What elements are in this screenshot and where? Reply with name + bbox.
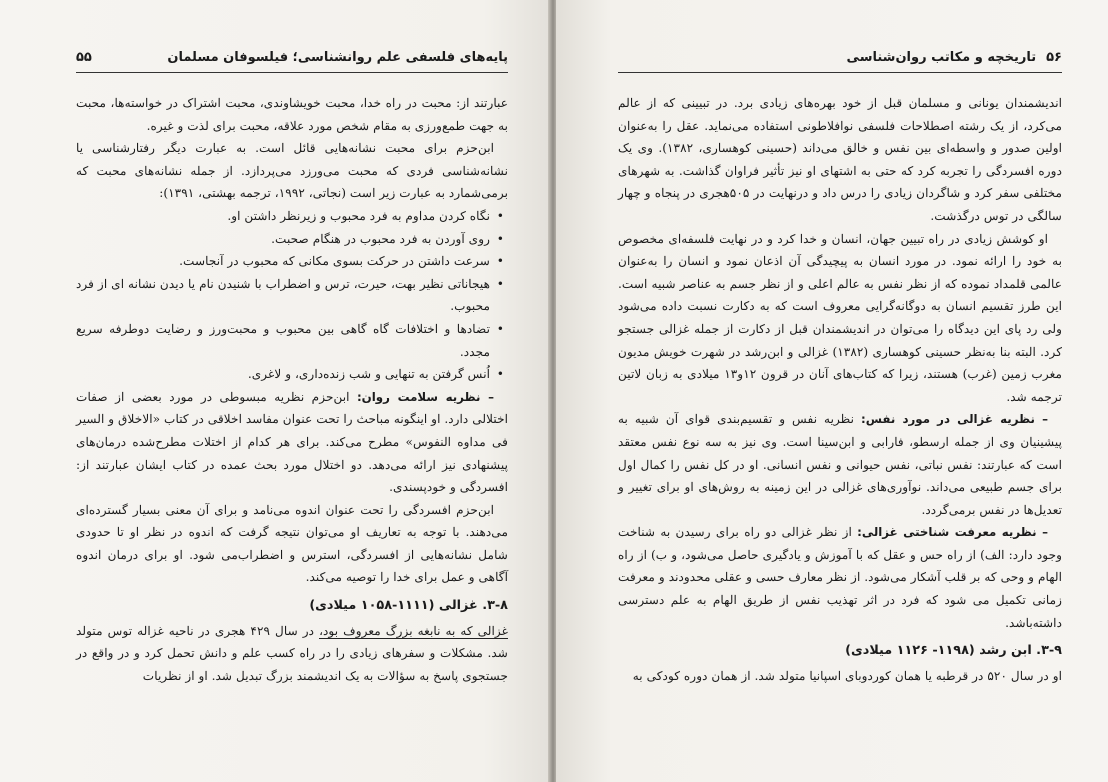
page-header [618,46,1062,73]
header-title: تاریخچه و مکاتب روان‌شناسی [846,49,1037,65]
section-heading: ۳-۹. ابن رشد (۱۱۹۸- ۱۱۲۶ میلادی) [845,643,1062,659]
list-item: • سرعت داشتن در حرکت بسوی مکانی که محبوب در آنجاست. [76,250,490,273]
body-text [76,92,508,687]
section-label: – نظریه سلامت روان: [356,389,494,404]
paragraph: ابن‌حزم برای محبت نشانه‌هایی قائل است. به عبارت دیگر رفتارشناسی یا نشانه‌شناسی فردی که محبت می‌ورزد می‌پردازد. از جمله نشانه‌های محبت که برمی‌شمارد به عبارت زیر است (نجاتی، ۱۹۹۲، ترجمه بهشتی، ۱۳۹۱): [76,141,508,201]
page-header [76,46,508,73]
page-number: ۵۵ [76,49,92,65]
left-page [0,0,550,782]
paragraph: عبارتند از: محبت در راه خدا، محبت خویشاوندی، محبت اشتراک در خواسته‌ها، محبت به جهت طمع‌ورزی به مقام شخص مورد علاقه، محبت برای لذت و غیره. [76,96,508,133]
paragraph: ابن‌حزم افسردگی را تحت عنوان اندوه می‌نامد و برای آن معنی بسیار گسترده‌ای می‌دهند. با توجه به تعاریف او می‌توان نتیجه گرفت که اندوه در نظر او تا حدودی شامل نشانه‌هایی از افسردگی، استرس و اضطراب‌می شود. او برای درمان اندوه آگاهی و عمل برای خدا را توصیه می‌کند. [76,502,508,585]
paragraph-text: از نظر غزالی دو راه برای رسیدن به شناخت وجود دارد: الف) از راه حس و عقل که با آموزش و یادگیری حاصل می‌شود، و ب) از راه الهام و وحی که بر قلب آشکار می‌شود. از نظر معارف حسی و عقلی محدودند و معرفت زمانی تکمیل می شود که فرد در اثر تهذیب نفس از طریق الهام به علم دسترسی داشته‌باشد. [618,525,1062,630]
list-item: • نگاه کردن مداوم به فرد محبوب و زیرنظر داشتن او. [76,205,490,228]
body-text [618,92,1062,687]
section-label: – نظریه غزالی در مورد نفس: [861,412,1048,427]
header-title: پایه‌های فلسفی علم روانشناسی؛ فیلسوفان مسلمان [167,49,508,65]
bullet-list [76,205,508,386]
paragraph [76,386,508,499]
paragraph: او کوشش زیادی در راه تبیین جهان، انسان و خدا کرد و در نهایت فلسفه‌ای مخصوص به خود را ارائه نمود. در مورد انسان به پیچیدگی آن اذعان نمود و انسان را به‌عنوان عالمی قلمداد نموده که از نظر نفس به عالم اعلی و از نظر جسم به عناصر شبیه است. این طرز تقسیم انسان به دوگانه‌گرایی معروف است که به دکارت نسبت داده می‌شود ولی رد پای این دیدگاه را می‌توان در اندیشمندان قبل از دکارت از جمله غزالی جستجو کرد. البته بنا به‌نظر حسینی کوهساری (۱۳۸۲) غزالی و ابن‌رشد در شهرت خویش مدیون مغرب زمین (غرب) هستند، زیرا که کتاب‌های آنان در قرون ۱۲و۱۳ میلادی به زبان لاتین ترجمه شد. [618,231,1062,404]
right-page [556,0,1108,782]
paragraph-text: در سال ۴۲۹ هجری در ناحیه غزاله توس متولد شد. مشکلات و سفرهای زیادی را در راه کسب علم و دانش تحمل کرد و در واقع در جستجوی پاسخ به سؤالات به یک اندیشمند بزرگ تبدیل شد. او از نظریات [76,623,508,683]
list-item: • تضادها و اختلافات گاه گاهی بین محبوب و محبت‌ورز و رضایت دوطرفه سریع مجدد. [76,318,490,363]
list-item: • اُنس گرفتن به تنهایی و شب زنده‌داری، و لاغری. [76,363,490,386]
list-item: • هیجاناتی نظیر بهت، حیرت، ترس و اضطراب با شنیدن نام یا دیدن نشانه ای از فرد محبوب. [76,273,490,318]
underlined-text: غزالی که به نابغه بزرگ معروف بود، [319,623,508,638]
paragraph: اندیشمندان یونانی و مسلمان قبل از خود بهره‌های زیادی برد. در تبیینی که از عالم می‌کرد، از یک رشته اصطلاحات فلسفی نوافلاطونی استفاده می‌نماید. عقل را به‌عنوان اولین صدور و واسطه‌ای بین نفس و خالق می‌داند (حسینی کوهساری، ۱۳۸۲). وی یک دوره افسردگی را تجربه کرد که حتی به اشتهای او نیز تأثیر فراوان گذاشت. به شهرهای مختلفی سفر کرد و شاگردان زیادی را درس داد و درنهایت در ۵۰۵هجری در پنجاه و چهار سالگی در توس درگذشت. [618,96,1062,223]
section-heading: ۳-۸. غزالی (۱۱۱۱-۱۰۵۸ میلادی) [309,598,508,614]
page-number: ۵۶ [1046,49,1062,65]
paragraph [618,408,1062,521]
paragraph-text: ابن‌حزم نظریه مبسوطی در مورد بعضی از صفات اختلالی دارد. او اینگونه مباحث را تحت عنوان مفاسد اخلاقی در کتاب «الاخلاق و السیر فی مداوه النفوس» مطرح می‌کند. برای هر کدام از اختلات مطرح‌شده درمان‌های پیشنهادی نیز ارائه می‌دهد. دو اختلال مورد بحث عمده در کتاب ایشان عبارتند از: افسردگی و خودپسندی. [76,389,508,495]
paragraph: او در سال ۵۲۰ در قرطبه یا همان کوردوبای اسپانیا متولد شد. از همان دوره کودکی به [632,668,1062,683]
paragraph [618,521,1062,634]
list-item: • روی آوردن به فرد محبوب در هنگام صحبت. [76,228,490,251]
paragraph [76,620,508,688]
section-label: – نظریه معرفت شناختی غزالی: [857,525,1048,540]
paragraph-text: نظریه نفس و تقسیم‌بندی قوای آن شبیه به پیشینیان وی از جمله ارسطو، فارابی و ابن‌سینا است. وی نیز به سه نوع نفس معتقد است که عبارتند: نفس نباتی، نفس حیوانی و نفس انسانی. او در کل نفس را کمال اول برای جسم طبیعی می‌داند. نوآوری‌های غزالی در این زمینه به روش‌های او برای تغییر و تعدیل‌ها در نفس برمی‌گردد. [618,412,1062,517]
